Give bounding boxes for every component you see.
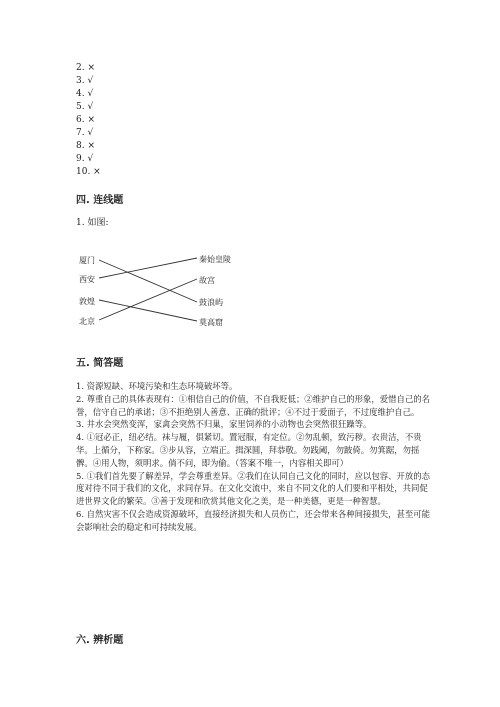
- left-item: 西安: [79, 275, 95, 284]
- left-item: 厦门: [79, 256, 95, 265]
- section-5-answers: [76, 380, 432, 534]
- section-4-intro: 1. 如图:: [76, 218, 109, 228]
- section-5-heading: 五. 简答题: [76, 358, 124, 369]
- match-lines: [99, 258, 197, 321]
- match-line-dunhuang-mogao: [99, 300, 197, 321]
- left-item: 北京: [79, 317, 95, 326]
- right-item: 鼓浪屿: [199, 298, 223, 307]
- tf-answer: 6. ×: [76, 115, 95, 125]
- right-item: 莫高窟: [199, 318, 223, 327]
- matching-diagram: [0, 245, 500, 345]
- answer-paragraph: 5. ①我们首先要了解差异，学会尊重差异。②我们在认同自己文化的同时，应以包容、开放的态度对待不同于我们的文化，求同存异。在文化交流中，来自不同文化的人们要和平相处，共同促进世界文化的繁荣。③善于发现和欣赏其他文化之美，是一种美德，更是一种智慧。: [76, 470, 431, 507]
- section-4-heading: 四. 连线题: [76, 195, 124, 206]
- match-line-xiamen-gulangyu: [99, 260, 197, 302]
- answer-paragraph: 1. 资源短缺、环境污染和生态环境破坏等。: [76, 381, 238, 391]
- tf-answer: 10. ×: [76, 167, 101, 177]
- answer-paragraph: 6. 自然灾害不仅会造成资源破坏，直接经济损失和人员伤亡，还会带来各种间接损失，甚至可能会影响社会的稳定和可持续发展。: [76, 508, 431, 532]
- right-item: 故宫: [199, 276, 215, 285]
- tf-answer: 5. √: [76, 102, 94, 112]
- tf-answer: 9. √: [76, 154, 94, 164]
- tf-answer: 4. √: [76, 89, 94, 99]
- tf-answer: 2. ×: [76, 63, 95, 73]
- tf-answer: 3. √: [76, 76, 94, 86]
- answer-paragraph: 2. 尊重自己的具体表现有：①相信自己的价值，不自我贬低；②维护自己的形象，爱惜自己的名誉，信守自己的承诺；③不拒绝别人善意、正确的批评；④不过于爱面子，不过度维护自己。: [76, 393, 431, 417]
- answer-paragraph: 3. 井水会突然变浑，家禽会突然不归巢，家里饲养的小动物也会突然很狂躁等。: [76, 419, 372, 430]
- section-6-heading: 六. 辨析题: [76, 635, 124, 646]
- answer-paragraph: 4. ①冠必正，纽必结。袜与履，俱紧切。置冠服，有定位。②勿乱顿，致污秽。衣贵洁，不贵华。上循分，下称家。③步从容，立端正。揖深圆，拜恭敬。勿践阈，勿跛倚。勿箕踞，勿摇髀。④用人物，须明求。倘不问，即为偷。（答案不唯一，内容相关即可）: [76, 432, 422, 468]
- right-item: 秦始皇陵: [199, 255, 231, 264]
- left-item: 敦煌: [79, 297, 95, 306]
- match-line-xian-qinshihuang: [99, 258, 197, 278]
- tf-answer: 8. ×: [76, 141, 95, 151]
- tf-answer: 7. √: [76, 128, 94, 138]
- match-line-beijing-gugong: [99, 279, 197, 320]
